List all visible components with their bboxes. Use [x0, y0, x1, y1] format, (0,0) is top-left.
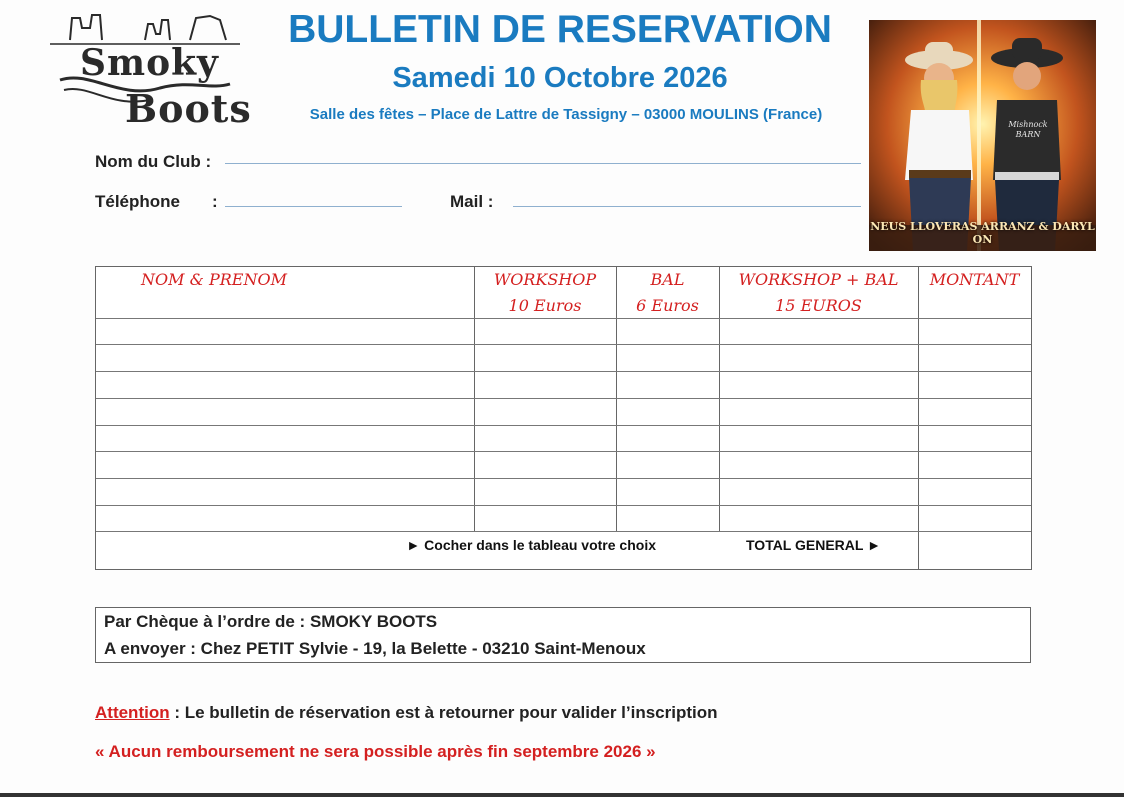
- payment-info-box: [95, 607, 1031, 663]
- dancers-poster-image: [869, 20, 1096, 251]
- column-header-name: NOM & PRENOM: [141, 270, 287, 289]
- refund-note: « Aucun remboursement ne sera possible après fin septembre 2026 »: [95, 742, 656, 761]
- page-title: BULLETIN DE RESERVATION: [288, 8, 832, 51]
- phone-colon: :: [212, 192, 218, 211]
- table-row-divider: [96, 505, 1031, 506]
- logo-word-boots: Boots: [125, 86, 252, 131]
- table-row-divider: [96, 531, 1031, 532]
- club-name-label: Nom du Club :: [95, 152, 212, 171]
- table-row-divider: [96, 451, 1031, 452]
- column-header-montant: MONTANT: [929, 270, 1020, 289]
- total-general-label: TOTAL GENERAL ►: [746, 537, 881, 553]
- mail-field[interactable]: [513, 206, 861, 207]
- table-row-divider: [96, 478, 1031, 479]
- table-footnote: ► Cocher dans le tableau votre choix: [406, 537, 656, 553]
- logo-word-smoky: Smoky: [80, 42, 219, 84]
- club-name-field[interactable]: [225, 163, 861, 164]
- table-row-divider: [96, 398, 1031, 399]
- table-row-divider: [96, 425, 1031, 426]
- reservation-table: [95, 266, 1032, 570]
- table-row-divider: [96, 344, 1031, 345]
- poster-shirt-text: Mishnock BARN: [1008, 120, 1048, 139]
- bottom-divider: [0, 793, 1124, 797]
- payment-cheque-line: Par Chèque à l’ordre de : SMOKY BOOTS: [104, 612, 438, 631]
- poster-caption: NEUS LLOVERAS ARRANZ & DARYL ON: [870, 220, 1095, 246]
- attention-word: Attention: [95, 703, 170, 722]
- column-header-workshop: WORKSHOP 10 Euros: [493, 270, 597, 315]
- phone-label: Téléphone: [95, 192, 181, 211]
- attention-text: : Le bulletin de réservation est à retourner pour valider l’inscription: [169, 703, 718, 722]
- column-header-workshop-bal: WORKSHOP + BAL 15 EUROS: [738, 270, 899, 315]
- event-poster: [869, 20, 1096, 251]
- mail-label: Mail :: [450, 192, 494, 211]
- event-date: Samedi 10 Octobre 2026: [392, 62, 728, 94]
- payment-address-line: A envoyer : Chez PETIT Sylvie - 19, la Belette - 03210 Saint-Menoux: [104, 639, 646, 658]
- attention-note: [95, 703, 718, 723]
- column-header-bal: BAL 6 Euros: [636, 270, 699, 315]
- table-row-divider: [96, 371, 1031, 372]
- event-venue: Salle des fêtes – Place de Lattre de Tassigny – 03000 MOULINS (France): [309, 106, 823, 123]
- phone-field[interactable]: [225, 206, 402, 207]
